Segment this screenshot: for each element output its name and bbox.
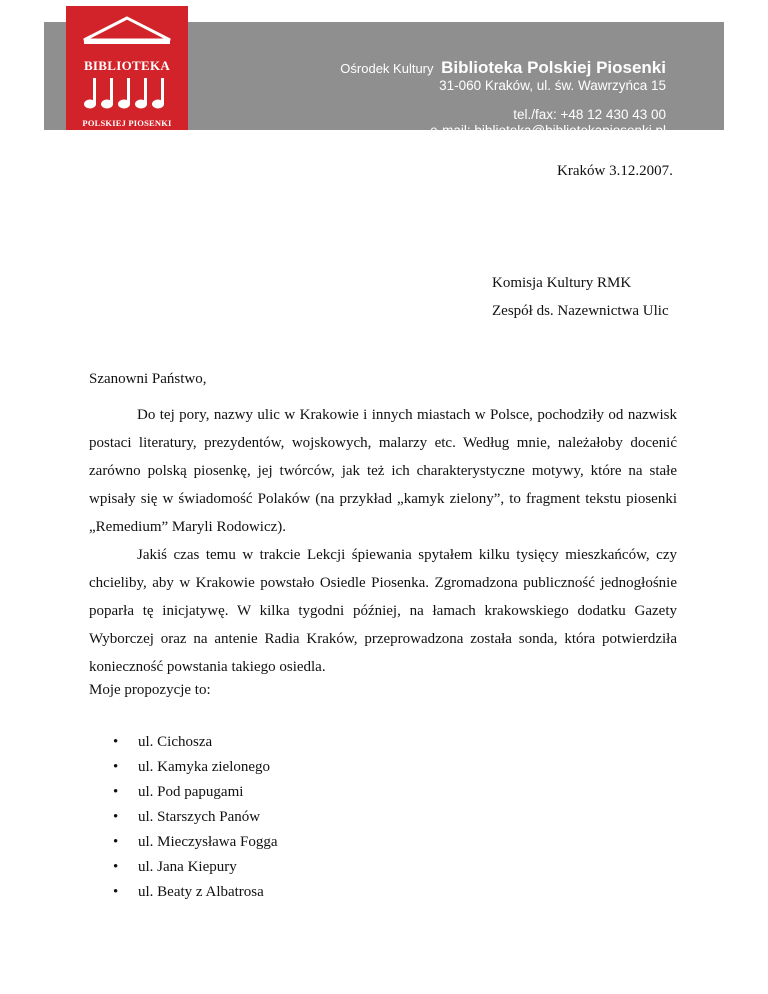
recipient-line: Zespół ds. Nazewnictwa Ulic — [492, 303, 669, 319]
org-phone: tel./fax: +48 12 430 43 00 — [513, 107, 666, 122]
logo-text-bottom: POLSKIEJ PIOSENKI — [82, 118, 172, 128]
list-item: • ul. Cichosza — [113, 730, 278, 755]
list-item: • ul. Pod papugami — [113, 780, 278, 805]
salutation: Szanowni Państwo, — [89, 371, 207, 387]
bullet-icon: • — [113, 834, 119, 850]
bullet-icon: • — [113, 809, 119, 825]
list-item: • ul. Mieczysława Fogga — [113, 830, 278, 855]
recipient-line: Komisja Kultury RMK — [492, 275, 632, 291]
list-item: • ul. Beaty z Albatrosa — [113, 880, 278, 905]
paragraph: Jakiś czas temu w trakcie Lekcji śpiewania spytałem kilku tysięcy mieszkańców, czy chcieliby, aby w Krakowie powstało Osiedle Piosenka. Zgromadzona publiczność jednogłośnie poparła tę inicjatywę. W kilka tygodni później, na łamach krakowskiego dodatku Gazety Wyborczej oraz na antenie Radia Kraków, przeprowadzona została sonda, która potwierdziła konieczność powstania takiego osiedla. — [89, 547, 677, 675]
bullet-icon: • — [113, 884, 119, 900]
list-item: • ul. Kamyka zielonego — [113, 755, 278, 780]
bullet-icon: • — [113, 784, 119, 800]
org-address: 31-060 Kraków, ul. św. Wawrzyńca 15 — [439, 78, 666, 93]
bullet-icon: • — [113, 859, 119, 875]
org-email: e-mail: biblioteka@bibliotekapiosenki.pl — [430, 123, 666, 138]
library-logo — [66, 6, 188, 130]
bullet-icon: • — [113, 759, 119, 775]
proposals-intro: Moje propozycje to: — [89, 682, 211, 698]
bullet-icon: • — [113, 734, 119, 750]
recipient-block — [492, 269, 669, 325]
org-prefix: Ośrodek Kultury — [340, 61, 434, 76]
letter-body — [89, 401, 677, 681]
letter-date: Kraków 3.12.2007. — [557, 163, 673, 179]
org-name: Biblioteka Polskiej Piosenki — [441, 58, 666, 77]
list-item: • ul. Starszych Panów — [113, 805, 278, 830]
organization-info — [340, 58, 666, 139]
logo-text-top: BIBLIOTEKA — [83, 58, 171, 73]
list-item: • ul. Jana Kiepury — [113, 855, 278, 880]
street-list — [113, 730, 278, 905]
paragraph: Do tej pory, nazwy ulic w Krakowie i innych miastach w Polsce, pochodziły od nazwisk postaci literatury, prezydentów, wojskowych, malarzy etc. Według mnie, należałoby docenić zarówno polską piosenkę, jej twórców, jak też ich charakterystyczne motywy, które na stałe wpisały się w świadomość Polaków (na przykład „kamyk zielony”, to fragment tekstu piosenki „Remedium” Maryli Rodowicz). — [89, 407, 677, 535]
